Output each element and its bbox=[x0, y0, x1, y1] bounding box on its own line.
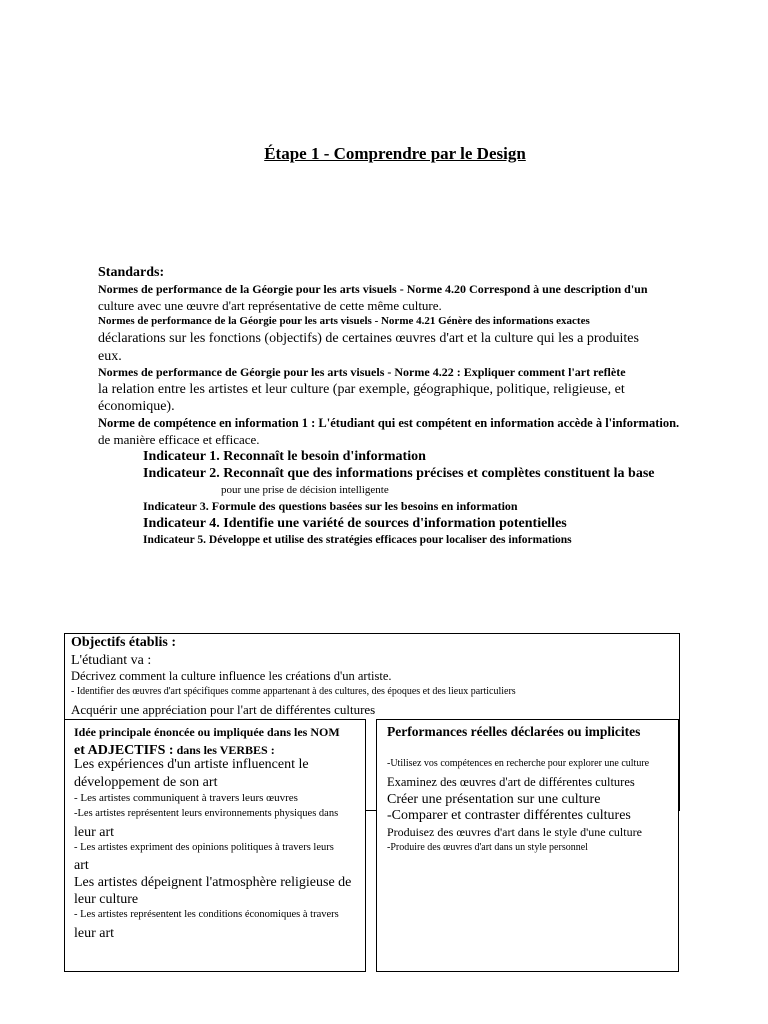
idea-line: développement de son art bbox=[74, 775, 218, 790]
verbs-label: dans les VERBES : bbox=[173, 743, 275, 757]
objectives-line: Acquérir une appréciation pour l'art de différentes cultures bbox=[71, 702, 376, 717]
standard-line: économique). bbox=[98, 399, 175, 414]
performance-line: -Produire des œuvres d'art dans un style personnel bbox=[387, 842, 588, 853]
indicator-3: Indicateur 3. Formule des questions basées sur les besoins en information bbox=[143, 499, 518, 513]
standard-line: Normes de performance de Géorgie pour les arts visuels - Norme 4.22 : Expliquer comment l'art reflète bbox=[98, 365, 626, 379]
indicator-1: Indicateur 1. Reconnaît le besoin d'information bbox=[143, 449, 426, 464]
idea-line: Les expériences d'un artiste influencent le bbox=[74, 757, 309, 772]
objectives-line: L'étudiant va : bbox=[71, 653, 152, 668]
nouns-adjectives-label: et ADJECTIFS : bbox=[74, 743, 174, 758]
standard-line: de manière efficace et efficace. bbox=[98, 432, 260, 447]
performances-heading: Performances réelles déclarées ou implicites bbox=[387, 724, 641, 739]
main-idea-heading: Idée principale énoncée ou impliquée dans les NOM bbox=[74, 725, 340, 739]
standards-heading: Standards: bbox=[98, 265, 165, 280]
standard-line: culture avec une œuvre d'art représentative de cette même culture. bbox=[98, 298, 442, 313]
idea-line: art bbox=[74, 858, 89, 873]
performance-line: Examinez des œuvres d'art de différentes cultures bbox=[387, 775, 635, 789]
performance-line: -Utilisez vos compétences en recherche pour explorer une culture bbox=[387, 758, 650, 769]
performance-line: Produisez des œuvres d'art dans le style d'une culture bbox=[387, 825, 642, 839]
idea-line: - Les artistes expriment des opinions politiques à travers leurs bbox=[74, 842, 334, 853]
performance-line: -Comparer et contraster différentes cultures bbox=[387, 808, 631, 823]
standard-line: Norme de compétence en information 1 : L'étudiant qui est compétent en information accède à l'information. bbox=[98, 416, 680, 430]
idea-line: leur culture bbox=[74, 892, 139, 907]
indicator-5: Indicateur 5. Développe et utilise des stratégies efficaces pour localiser des informations bbox=[143, 534, 572, 546]
idea-line: leur art bbox=[74, 825, 115, 840]
standard-line: déclarations sur les fonctions (objectifs) de certaines œuvres d'art et la culture qui les a produites bbox=[98, 331, 639, 346]
idea-line: leur art bbox=[74, 926, 115, 941]
standard-line: eux. bbox=[98, 349, 122, 364]
idea-line: - Les artistes communiquent à travers leurs œuvres bbox=[74, 792, 298, 804]
idea-line: -Les artistes représentent leurs environnements physiques dans bbox=[74, 808, 339, 819]
idea-line: - Les artistes représentent les conditions économiques à travers bbox=[74, 909, 339, 920]
objectives-line: Décrivez comment la culture influence les créations d'un artiste. bbox=[71, 669, 392, 683]
idea-line: Les artistes dépeignent l'atmosphère religieuse de bbox=[74, 875, 352, 890]
objectives-heading: Objectifs établis : bbox=[71, 635, 176, 650]
indicator-4: Indicateur 4. Identifie une variété de sources d'information potentielles bbox=[143, 516, 567, 531]
indicator-2-continuation: pour une prise de décision intelligente bbox=[221, 484, 389, 496]
performance-line: Créer une présentation sur une culture bbox=[387, 792, 601, 807]
standard-line: Normes de performance de la Géorgie pour les arts visuels - Norme 4.20 Correspond à une description d'un bbox=[98, 282, 648, 296]
standard-line: Normes de performance de la Géorgie pour les arts visuels - Norme 4.21 Génère des informations exactes bbox=[98, 315, 590, 327]
indicator-2: Indicateur 2. Reconnaît que des informations précises et complètes constituent la base bbox=[143, 466, 655, 481]
page-title: Étape 1 - Comprendre par le Design bbox=[264, 144, 526, 163]
standard-line: la relation entre les artistes et leur culture (par exemple, géographique, politique, religieuse, et bbox=[98, 382, 625, 397]
objectives-line: - Identifier des œuvres d'art spécifiques comme appartenant à des cultures, des époques et des lieux particuliers bbox=[71, 686, 516, 697]
